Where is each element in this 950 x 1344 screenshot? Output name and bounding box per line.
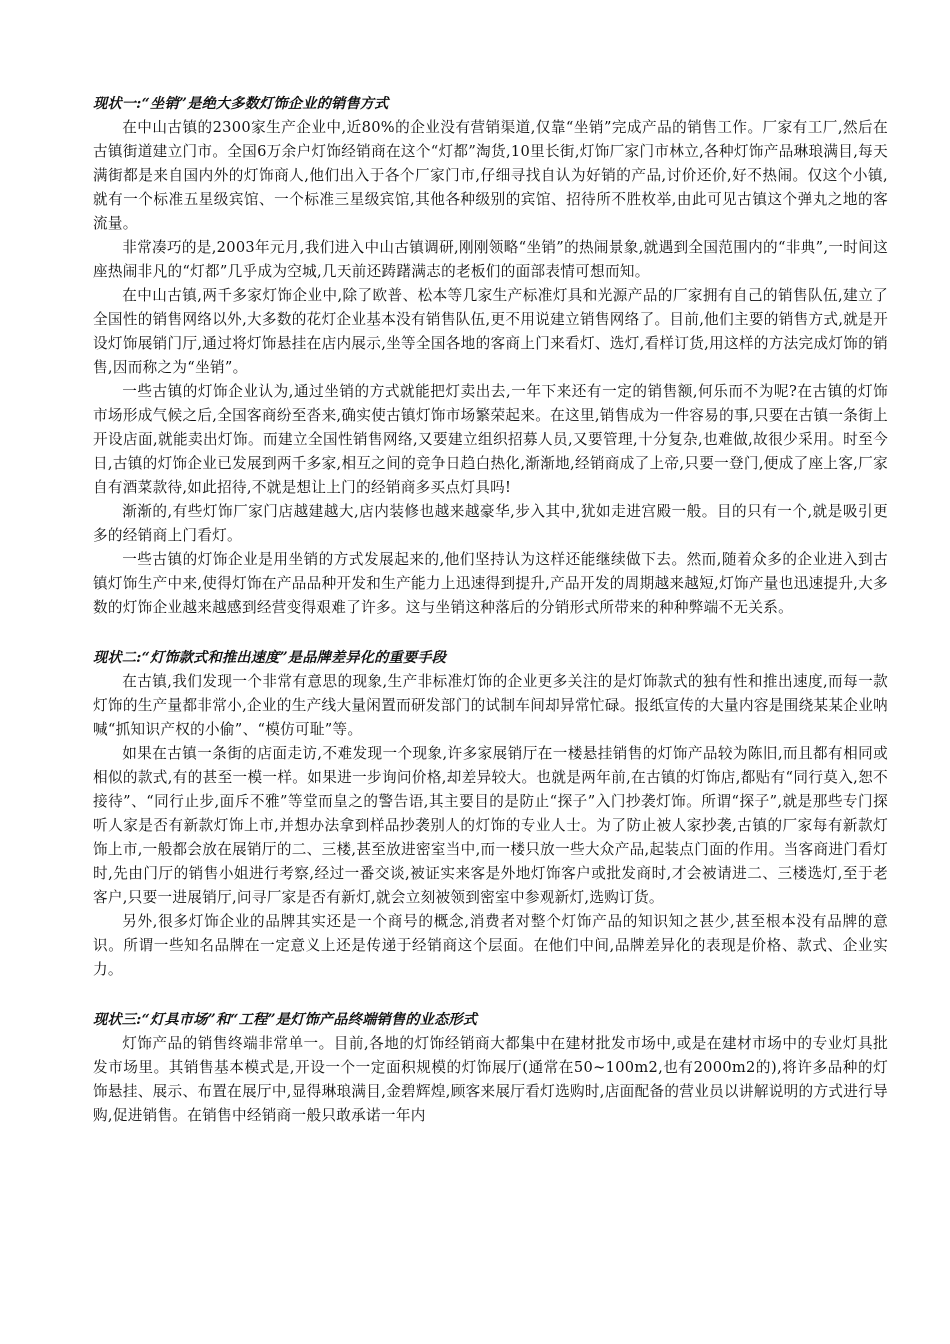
paragraph: 一些古镇的灯饰企业是用坐销的方式发展起来的,他们坚持认为这样还能继续做下去。然而,随着众多的企业进入到古镇灯饰生产中来,使得灯饰在产品品种开发和生产能力上迅速得到提升,产品开发的周期越来越短,灯饰产量也迅速提升,大多数的灯饰企业越来越感到经营变得艰难了许多。这与坐销这种落后的分销形式所带来的种种弊端不无关系。 [93,551,888,616]
paragraph: 在中山古镇,两千多家灯饰企业中,除了欧普、松本等几家生产标准灯具和光源产品的厂家拥有自己的销售队伍,建立了全国性的销售网络以外,大多数的花灯企业基本没有销售队伍,更不用说建立销售网络了。目前,他们主要的销售方式,就是开设灯饰展销门厅,通过将灯饰悬挂在店内展示,坐等全国各地的客商上门来看灯、选灯,看样订货,用这样的方法完成灯饰的销售,因而称之为“坐销”。 [93,287,888,376]
section-spacer [93,982,888,1008]
paragraph: 在中山古镇的2300家生产企业中,近80%的企业没有营销渠道,仅靠“坐销”完成产品的销售工作。厂家有工厂,然后在古镇街道建立门市。全国6万余户灯饰经销商在这个“灯都”淘货,10里长街,灯饰厂家门市林立,各种灯饰产品琳琅满目,每天满街都是来自国内外的灯饰商人,他们出入于各个厂家门市,仔细寻找自认为好销的产品,讨价还价,好不热闹。仅这个小镇,就有一个标准五星级宾馆、一个标准三星级宾馆,其他各种级别的宾馆、招待所不胜枚举,由此可见古镇这个弹丸之地的客流量。 [93,119,888,232]
document-page [93,92,888,1128]
paragraph: 渐渐的,有些灯饰厂家门店越建越大,店内装修也越来越豪华,步入其中,犹如走进宫殿一般。目的只有一个,就是吸引更多的经销商上门看灯。 [93,503,888,544]
section-2 [93,646,888,982]
section-title: 现状三:“灯具市场”和“工程”是灯饰产品终端销售的业态形式 [93,1012,478,1028]
paragraph: 非常凑巧的是,2003年元月,我们进入中山古镇调研,刚刚领略“坐销”的热闹景象,就遇到全国范围内的“非典”,一时间这座热闹非凡的“灯都”几乎成为空城,几天前还踌躇满志的老板们的面部表情可想而知。 [93,239,888,280]
paragraph: 在古镇,我们发现一个非常有意思的现象,生产非标准灯饰的企业更多关注的是灯饰款式的独有性和推出速度,而每一款灯饰的生产量都非常小,企业的生产线大量闲置而研发部门的试制车间却异常忙碌。报纸宣传的大量内容是围绕某某企业呐喊“抓知识产权的小偷”、“模仿可耻”等。 [93,673,888,738]
section-3 [93,1008,888,1128]
section-title: 现状二:“灯饰款式和推出速度”是品牌差异化的重要手段 [93,650,447,666]
paragraph: 灯饰产品的销售终端非常单一。目前,各地的灯饰经销商大都集中在建材批发市场中,或是在建材市场中的专业灯具批发市场里。其销售基本模式是,开设一个一定面积规模的灯饰展厅(通常在50~100m2,也有2000m2的),将许多品种的灯饰悬挂、展示、布置在展厅中,显得琳琅满目,金碧辉煌,顾客来展厅看灯选购时,店面配备的营业员以讲解说明的方式进行导购,促进销售。在销售中经销商一般只敢承诺一年内 [93,1035,888,1124]
section-title: 现状一:“坐销”是绝大多数灯饰企业的销售方式 [93,96,389,112]
paragraph: 如果在古镇一条街的店面走访,不难发现一个现象,许多家展销厅在一楼悬挂销售的灯饰产品较为陈旧,而且都有相同或相似的款式,有的甚至一模一样。如果进一步询问价格,却差异较大。也就是两年前,在古镇的灯饰店,都贴有“同行莫入,恕不接待”、“同行止步,面斥不雅”等堂而皇之的警告语,其主要目的是防止“探子”入门抄袭灯饰。所谓“探子”,就是那些专门探听人家是否有新款灯饰上市,并想办法拿到样品抄袭别人的灯饰的专业人士。为了防止被人家抄袭,古镇的厂家每有新款灯饰上市,一般都会放在展销厅的二、三楼,甚至放进密室当中,而一楼只放一些大众产品,起装点门面的作用。当客商进门看灯时,先由门厅的销售小姐进行考察,经过一番交谈,被证实来客是外地灯饰客户或批发商时,才会被请进二、三楼选灯,至于老客户,只要一进展销厅,问寻厂家是否有新灯,就会立刻被领到密室中参观新灯,选购订货。 [93,745,888,906]
paragraph: 一些古镇的灯饰企业认为,通过坐销的方式就能把灯卖出去,一年下来还有一定的销售额,何乐而不为呢?在古镇的灯饰市场形成气候之后,全国客商纷至沓来,确实使古镇灯饰市场繁荣起来。在这里,销售成为一件容易的事,只要在古镇一条街上开设店面,就能卖出灯饰。而建立全国性销售网络,又要建立组织招募人员,又要管理,十分复杂,也难做,故很少采用。时至今日,古镇的灯饰企业已发展到两千多家,相互之间的竞争日趋白热化,渐渐地,经销商成了上帝,只要一登门,便成了座上客,厂家自有酒菜款待,如此招待,不就是想让上门的经销商多买点灯具吗! [93,383,888,496]
paragraph: 另外,很多灯饰企业的品牌其实还是一个商号的概念,消费者对整个灯饰产品的知识知之甚少,甚至根本没有品牌的意识。所谓一些知名品牌在一定意义上还是传递于经销商这个层面。在他们中间,品牌差异化的表现是价格、款式、企业实力。 [93,913,888,978]
section-1 [93,92,888,620]
section-spacer [93,620,888,646]
